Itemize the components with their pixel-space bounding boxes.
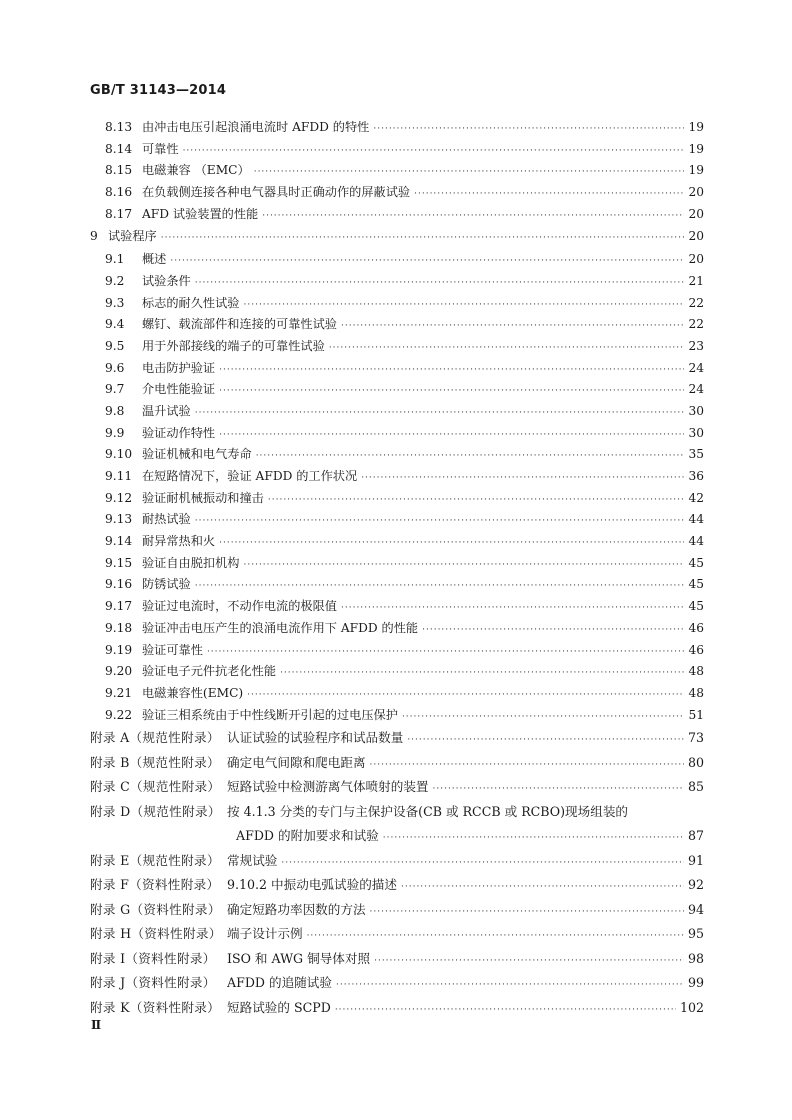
toc-entry-number: 9.2 (105, 273, 125, 288)
leader-dots (219, 430, 684, 440)
annex-page: 102 (679, 999, 704, 1015)
annex-title: 按 4.1.3 分类的专门与主保护设备(CB 或 RCCB 或 RCBO)现场组装的 (227, 803, 629, 819)
toc-entry-number: 9.3 (105, 295, 125, 310)
toc-entry-page: 20 (688, 185, 704, 200)
leader-dots (183, 146, 685, 156)
toc-entry-page: 44 (688, 534, 704, 549)
annex-page: 85 (687, 779, 704, 795)
annex-title: 短路试验的 SCPD (227, 999, 331, 1015)
toc-entry-title: 验证自由脱扣机构 (142, 555, 240, 570)
annex-label: 附录 H（资料性附录） (90, 926, 222, 942)
toc-entry-page: 45 (688, 599, 704, 614)
toc-entry[interactable] (90, 250, 704, 272)
leader-dots (329, 343, 685, 353)
leader-dots (373, 124, 684, 134)
annex-page: 73 (687, 730, 704, 746)
toc-entry-page: 24 (688, 360, 704, 375)
page-number: Ⅱ (91, 1018, 102, 1032)
leader-dots (336, 980, 684, 990)
leader-dots (244, 300, 685, 310)
toc-entry-title: 电击防护验证 (142, 360, 216, 375)
leader-dots (244, 560, 685, 570)
toc-entry[interactable] (90, 183, 704, 205)
leader-dots (195, 408, 685, 418)
toc-entry-number: 8.15 (105, 163, 133, 178)
annex-label: 附录 I（资料性附录） (90, 950, 216, 966)
annex-title: 确定电气间隙和爬电距离 (227, 754, 366, 770)
toc-entry-number: 9.9 (105, 425, 125, 440)
toc-entry-number: 9.16 (105, 577, 133, 592)
toc-entry[interactable] (90, 706, 704, 728)
leader-dots (219, 538, 684, 548)
toc-entry-title: 防锈试验 (142, 577, 191, 592)
toc-entry-title: 验证三相系统由于中性线断开引起的过电压保护 (142, 707, 398, 722)
toc-entry-number: 9.19 (105, 642, 133, 657)
toc-entry-number: 8.14 (105, 141, 133, 156)
toc-entry-number: 9.1 (105, 252, 125, 267)
toc-entry-title: 验证可靠性 (142, 642, 203, 657)
leader-dots (170, 256, 684, 266)
toc-entry-page: 44 (688, 512, 704, 527)
toc-entry-title: 验证耐机械振动和撞击 (142, 490, 264, 505)
leader-dots (219, 365, 684, 375)
toc-annex-entry[interactable] (90, 874, 704, 899)
annex-label: 附录 A（规范性附录） (90, 730, 220, 746)
annex-title: 9.10.2 中振动电弧试验的描述 (227, 877, 397, 893)
toc-annex-entry[interactable] (90, 997, 704, 1022)
toc-entry[interactable] (90, 684, 704, 706)
toc-entry[interactable] (90, 445, 704, 467)
toc-entry[interactable] (90, 272, 704, 294)
toc-entry-page: 42 (688, 490, 704, 505)
leader-dots (402, 712, 685, 722)
toc-entry-title: 在负载侧连接各种电气器具时正确动作的屏蔽试验 (142, 185, 411, 200)
toc-annex-entry[interactable] (90, 972, 704, 997)
leader-dots (422, 625, 684, 635)
toc-entry-title: 由冲击电压引起浪涌电流时 AFDD 的特性 (142, 120, 370, 134)
annex-title: AFDD 的追随试验 (227, 975, 332, 991)
annex-label: 附录 J（资料性附录） (90, 975, 216, 991)
toc-entry-title: 验证动作特性 (142, 425, 216, 440)
leader-dots (433, 784, 684, 794)
toc-annex-entry[interactable] (90, 948, 704, 973)
toc-entry-page: 45 (688, 555, 704, 570)
toc-entry-title: 验证过电流时，不动作电流的极限值 (142, 599, 337, 614)
leader-dots (307, 931, 684, 941)
toc-entry[interactable] (90, 118, 704, 140)
annex-title: 确定短路功率因数的方法 (227, 901, 366, 917)
toc-chapter-number: 9 (90, 229, 98, 244)
leader-dots (219, 386, 684, 396)
leader-dots (414, 189, 684, 199)
annex-page: 94 (687, 901, 704, 917)
leader-dots (207, 647, 685, 657)
toc-entry-number: 9.6 (105, 360, 125, 375)
toc-entry-title: 验证机械和电气寿命 (142, 447, 252, 462)
toc-entry-number: 9.10 (105, 447, 133, 462)
toc-chapter-entry[interactable] (90, 227, 704, 249)
annex-label: 附录 C（规范性附录） (90, 779, 221, 795)
toc-entry[interactable] (90, 619, 704, 641)
toc-entry-number: 8.13 (105, 120, 133, 134)
leader-dots (361, 473, 684, 483)
toc-entry-title: 耐热试验 (142, 512, 191, 527)
leader-dots (195, 581, 685, 591)
annex-title: 端子设计示例 (227, 926, 303, 942)
toc-entry-page: 35 (688, 447, 704, 462)
toc-entry[interactable] (90, 294, 704, 316)
toc-entry-page: 30 (688, 403, 704, 418)
leader-dots (383, 833, 684, 843)
toc-entry-number: 9.12 (105, 490, 133, 505)
toc-entry-number: 9.8 (105, 403, 125, 418)
toc-entry-number: 9.5 (105, 338, 125, 353)
toc-entry[interactable] (90, 337, 704, 359)
toc-entry[interactable] (90, 315, 704, 337)
leader-dots (268, 495, 685, 505)
toc-entry[interactable] (90, 205, 704, 227)
toc-entry-page: 23 (688, 338, 704, 353)
leader-dots (407, 735, 684, 745)
annex-label: 附录 D（规范性附录） (90, 803, 221, 819)
annex-page: 99 (687, 975, 704, 991)
toc-entry-title: 可靠性 (142, 141, 179, 156)
table-of-contents (90, 118, 704, 1021)
toc-entry-number: 8.17 (105, 206, 133, 221)
toc-entry-title: 在短路情况下，验证 AFDD 的工作状况 (142, 469, 358, 483)
toc-entry-title: 验证电子元件抗老化性能 (142, 664, 277, 679)
toc-entry-page: 24 (688, 382, 704, 397)
toc-entry[interactable] (90, 641, 704, 663)
toc-entry-number: 9.14 (105, 534, 133, 549)
toc-chapter-page: 20 (688, 229, 704, 244)
leader-dots (401, 882, 684, 892)
annex-label: 附录 B（规范性附录） (90, 754, 220, 770)
toc-entry-title: 介电性能验证 (142, 382, 216, 397)
toc-entry[interactable] (90, 380, 704, 402)
toc-entry-number: 9.21 (105, 685, 133, 700)
toc-annex-entry[interactable] (90, 801, 704, 826)
toc-entry-page: 19 (688, 163, 704, 178)
annex-page: 80 (687, 754, 704, 770)
annex-title: 常规试验 (227, 852, 278, 868)
toc-entry-page: 22 (688, 295, 704, 310)
annex-page: 98 (687, 950, 704, 966)
toc-entry-page: 30 (688, 425, 704, 440)
toc-annex-entry[interactable] (90, 752, 704, 777)
toc-entry-page: 21 (688, 273, 704, 288)
leader-dots (280, 668, 684, 678)
toc-entry-number: 9.20 (105, 664, 133, 679)
toc-annex-entry[interactable] (90, 850, 704, 875)
toc-entry[interactable] (90, 575, 704, 597)
toc-entry-number: 8.16 (105, 185, 133, 200)
annex-title: ISO 和 AWG 铜导体对照 (227, 950, 371, 966)
toc-entry-title: 电磁兼容 （EMC） (142, 163, 250, 178)
toc-annex-entry[interactable] (90, 923, 704, 948)
toc-entry-page: 46 (688, 642, 704, 657)
toc-entry-page: 19 (688, 120, 704, 134)
toc-entry-title: 耐异常热和火 (142, 534, 216, 549)
annex-title-continuation: AFDD 的附加要求和试验 (236, 828, 379, 844)
toc-entry-page: 20 (688, 206, 704, 221)
toc-entry[interactable] (90, 140, 704, 162)
leader-dots (247, 690, 684, 700)
toc-entry[interactable] (90, 489, 704, 511)
toc-entry-title: 验证冲击电压产生的浪涌电流作用下 AFDD 的性能 (142, 620, 419, 635)
toc-entry-title: 螺钉、载流部件和连接的可靠性试验 (142, 317, 337, 332)
toc-entry-title: 温升试验 (142, 403, 191, 418)
toc-entry-page: 36 (688, 469, 704, 483)
leader-dots (341, 321, 684, 331)
leader-dots (262, 211, 684, 221)
toc-entry-number: 9.15 (105, 555, 133, 570)
annex-label: 附录 E（规范性附录） (90, 852, 220, 868)
toc-entry[interactable] (90, 510, 704, 532)
toc-entry-number: 9.11 (105, 469, 133, 483)
leader-dots (370, 760, 684, 770)
toc-entry-title: 试验条件 (142, 273, 191, 288)
annex-label: 附录 F（资料性附录） (90, 877, 220, 893)
toc-entry[interactable] (90, 359, 704, 381)
toc-entry[interactable] (90, 161, 704, 183)
leader-dots (161, 233, 685, 243)
leader-dots (195, 516, 685, 526)
toc-entry-page: 51 (688, 707, 704, 722)
annex-page: 95 (687, 926, 704, 942)
leader-dots (341, 603, 684, 613)
annex-label: 附录 K（资料性附录） (90, 999, 221, 1015)
leader-dots (335, 1005, 676, 1015)
toc-entry[interactable] (90, 402, 704, 424)
toc-entry-page: 19 (688, 141, 704, 156)
toc-entry-page: 45 (688, 577, 704, 592)
toc-entry-title: 标志的耐久性试验 (142, 295, 240, 310)
toc-entry-title: 概述 (142, 252, 167, 267)
toc-chapter-title: 试验程序 (108, 229, 157, 244)
annex-title: 认证试验的试验程序和试品数量 (227, 730, 404, 746)
leader-dots (254, 167, 685, 177)
toc-annex-entry[interactable] (90, 899, 704, 924)
annex-page: 91 (687, 852, 704, 868)
toc-entry-number: 9.18 (105, 620, 133, 635)
toc-entry-page: 48 (688, 685, 704, 700)
annex-page: 92 (687, 877, 704, 893)
toc-annex-entry-continuation[interactable] (90, 825, 704, 850)
toc-entry[interactable] (90, 467, 704, 489)
toc-entry-title: 电磁兼容性(EMC) (142, 685, 244, 700)
annex-label: 附录 G（资料性附录） (90, 901, 221, 917)
toc-entry[interactable] (90, 662, 704, 684)
leader-dots (281, 858, 684, 868)
leader-dots (374, 956, 684, 966)
toc-entry[interactable] (90, 597, 704, 619)
toc-entry-title: AFD 试验装置的性能 (142, 206, 259, 221)
toc-entry-number: 9.22 (105, 707, 133, 722)
toc-entry[interactable] (90, 554, 704, 576)
toc-annex-entry[interactable] (90, 776, 704, 801)
toc-entry-page: 48 (688, 664, 704, 679)
standard-id: GB/T 31143—2014 (90, 83, 227, 98)
leader-dots (370, 907, 684, 917)
toc-entry-page: 46 (688, 620, 704, 635)
annex-title: 短路试验中检测游离气体喷射的装置 (227, 779, 429, 795)
toc-entry-number: 9.17 (105, 599, 133, 614)
toc-annex-entry[interactable] (90, 727, 704, 752)
toc-entry-number: 9.4 (105, 317, 125, 332)
toc-entry-page: 22 (688, 317, 704, 332)
toc-entry-title: 用于外部接线的端子的可靠性试验 (142, 338, 325, 353)
annex-page: 87 (687, 828, 704, 844)
leader-dots (195, 278, 685, 288)
leader-dots (256, 451, 685, 461)
toc-entry[interactable] (90, 424, 704, 446)
toc-entry-number: 9.7 (105, 382, 125, 397)
toc-entry-number: 9.13 (105, 512, 133, 527)
toc-entry[interactable] (90, 532, 704, 554)
toc-entry-page: 20 (688, 252, 704, 267)
